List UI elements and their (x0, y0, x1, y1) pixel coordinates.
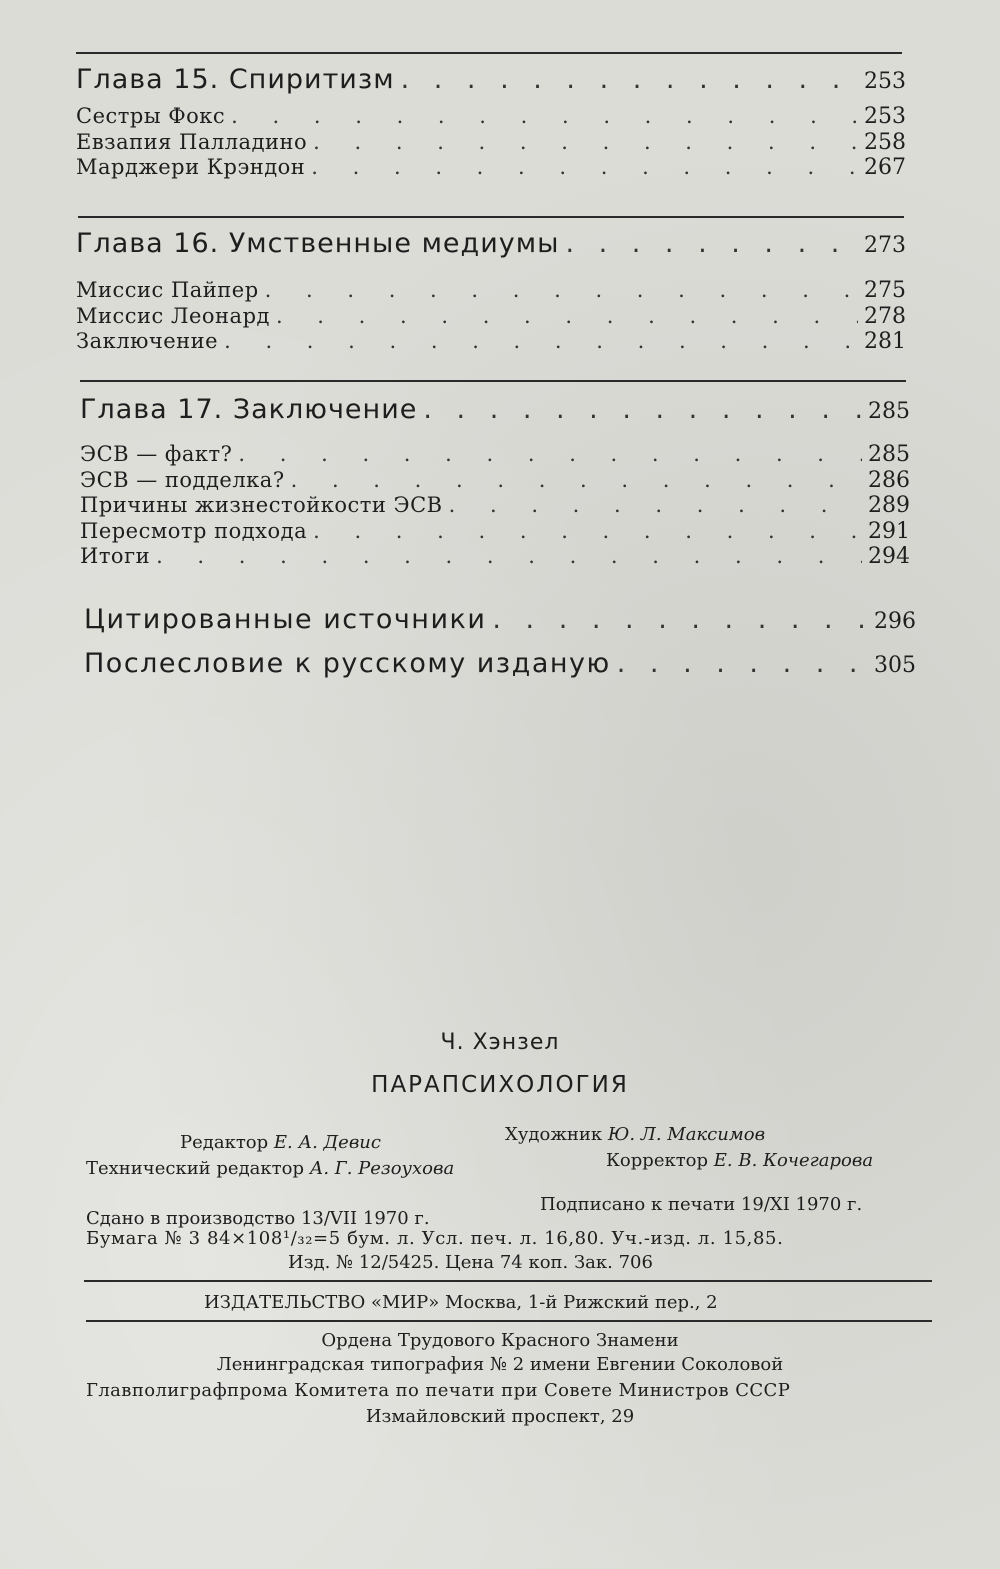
ink-smudge (150, 198, 320, 218)
proofreader-name: Е. В. Кочегарова (713, 1150, 874, 1171)
section-entry (80, 468, 910, 494)
production-date: Сдано в производство 13/VII 1970 г. (86, 1208, 430, 1229)
dot-leader (313, 130, 858, 154)
tech-editor-label: Технический редактор (86, 1158, 304, 1179)
section-entry (80, 493, 910, 519)
dot-leader (401, 64, 858, 95)
section-title: Итоги (80, 544, 151, 568)
chapter-16 (76, 228, 906, 355)
chapter-divider (78, 216, 904, 218)
page-number: 286 (868, 467, 910, 493)
page-number: 267 (864, 155, 906, 180)
dot-leader (423, 394, 862, 425)
chapter-title: Глава 16. Умственные медиумы (76, 228, 560, 259)
chapter-title: Глава 17. Заключение (80, 394, 418, 425)
dot-leader (291, 468, 862, 492)
tech-editor-credit (86, 1158, 454, 1179)
chapter-17 (80, 394, 910, 570)
page-number: 294 (868, 544, 910, 569)
entry-title: Цитированные источники (84, 604, 487, 635)
printer-line-1: Ордена Трудового Красного Знамени (321, 1330, 679, 1351)
page-number: 285 (868, 399, 910, 424)
dot-leader (492, 604, 868, 635)
tech-editor-name: А. Г. Резоухова (309, 1158, 455, 1179)
printer-line-3: Главполиграфпрома Комитета по печати при Совете Министров СССР (86, 1380, 791, 1401)
section-entry (80, 544, 910, 570)
section-title: Марджери Крэндон (76, 155, 306, 179)
page-number: 258 (864, 129, 906, 155)
order-details: Изд. № 12/5425. Цена 74 коп. Зак. 706 (288, 1252, 653, 1273)
section-title: Пересмотр подхода (80, 518, 308, 543)
dot-leader (224, 329, 858, 353)
back-matter-afterword (84, 648, 916, 679)
dot-leader (617, 648, 868, 679)
dot-leader (313, 519, 862, 543)
chapter-15 (76, 64, 906, 181)
section-title: Сестры Фокс (76, 104, 226, 128)
section-entry (76, 130, 906, 156)
page-number: 291 (868, 518, 910, 544)
section-entry (76, 278, 906, 304)
dot-leader (565, 228, 858, 259)
section-entry (76, 104, 906, 130)
editor-label: Редактор (180, 1132, 269, 1153)
printer-line-2: Ленинградская типография № 2 имени Евгении Соколовой (216, 1354, 784, 1375)
page-number: 305 (874, 653, 916, 678)
editor-credit (180, 1132, 381, 1153)
back-matter-references (84, 604, 916, 635)
publisher-line: ИЗДАТЕЛЬСТВО «МИР» Москва, 1-й Рижский пер., 2 (204, 1292, 718, 1313)
section-title: Заключение (76, 329, 219, 353)
section-title: Миссис Леонард (76, 303, 270, 328)
colophon-rule-bottom (86, 1320, 932, 1322)
signed-date: Подписано к печати 19/XI 1970 г. (540, 1194, 863, 1215)
section-entry (76, 329, 906, 355)
page-number: 278 (864, 303, 906, 329)
artist-credit (505, 1124, 765, 1145)
dot-leader (265, 278, 858, 302)
proofreader-credit (606, 1150, 873, 1171)
author-name: Ч. Хэнзел (440, 1030, 560, 1055)
paper-details: Бумага № 3 84×108¹/₃₂=5 бум. л. Усл. печ. л. 16,80. Уч.-изд. л. 15,85. (86, 1228, 784, 1249)
chapter-divider (80, 380, 906, 382)
dot-leader (156, 544, 862, 568)
page-number: 253 (864, 104, 906, 129)
chapter-heading (76, 228, 906, 268)
page-number: 285 (868, 442, 910, 467)
dot-leader (311, 155, 858, 179)
chapter-heading (76, 64, 906, 104)
entry-title: Послесловие к русскому изданую (84, 648, 611, 679)
dot-leader (449, 493, 862, 517)
page-number: 289 (868, 493, 910, 518)
dot-leader (238, 442, 862, 466)
book-title: ПАРАПСИХОЛОГИЯ (371, 1072, 629, 1098)
printer-line-4: Измайловский проспект, 29 (365, 1406, 635, 1427)
section-title: ЭСВ — факт? (80, 442, 233, 466)
chapter-heading (80, 394, 910, 434)
chapter-title: Глава 15. Спиритизм (76, 64, 395, 95)
section-title: ЭСВ — подделка? (80, 467, 285, 492)
page-number: 281 (864, 329, 906, 354)
dot-leader (276, 304, 858, 328)
artist-name: Ю. Л. Максимов (607, 1124, 766, 1145)
section-entry (80, 442, 910, 468)
section-title: Миссис Пайпер (76, 278, 259, 302)
page-number: 275 (864, 278, 906, 303)
artist-label: Художник (505, 1124, 603, 1145)
editor-name: Е. А. Девис (273, 1132, 381, 1153)
page-number: 273 (864, 233, 906, 258)
section-title: Причины жизнестойкости ЭСВ (80, 493, 443, 517)
page-number: 253 (864, 69, 906, 94)
chapter-divider (76, 52, 902, 54)
section-entry (76, 304, 906, 330)
page-number: 296 (874, 609, 916, 634)
proofreader-label: Корректор (606, 1150, 709, 1171)
colophon-rule-top (84, 1280, 932, 1282)
section-entry (76, 155, 906, 181)
section-entry (80, 519, 910, 545)
section-title: Евзапия Палладино (76, 129, 308, 154)
dot-leader (231, 104, 858, 128)
